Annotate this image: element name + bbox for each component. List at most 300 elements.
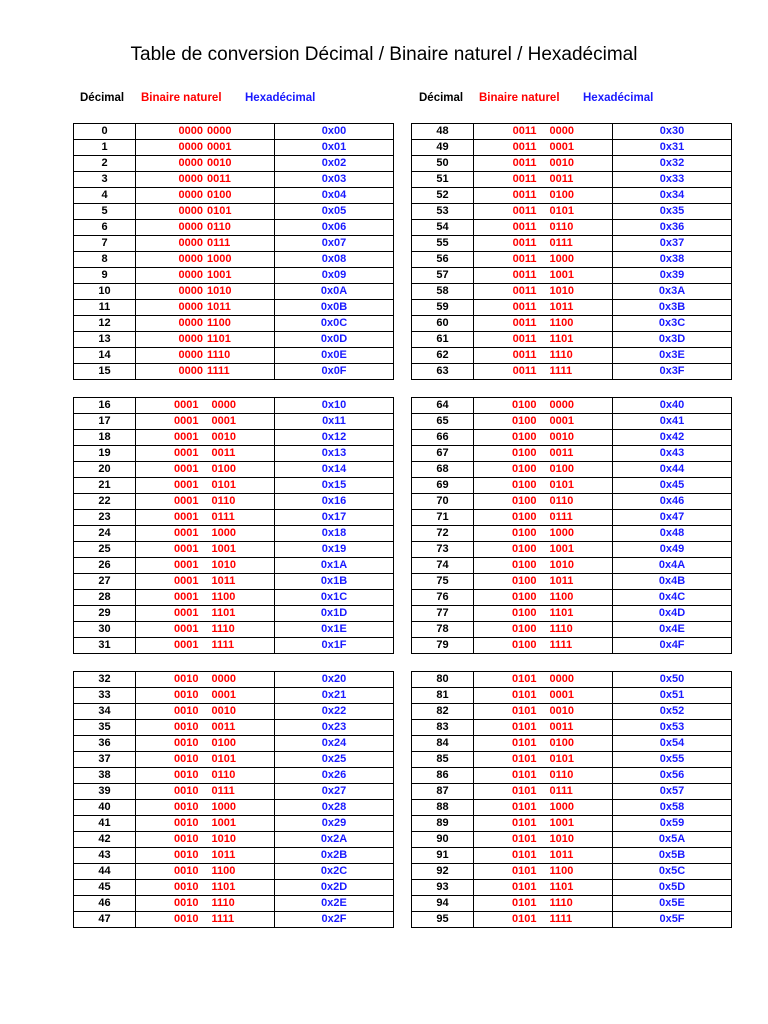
hex-cell: 0x15: [275, 478, 394, 494]
hex-cell: 0x4F: [613, 638, 732, 654]
table-row: [74, 800, 394, 816]
decimal-cell: 61: [412, 332, 474, 348]
binary-high-nibble: 0011: [512, 269, 537, 281]
binary-high-nibble: 0001: [174, 639, 199, 651]
binary-cell: [136, 462, 275, 478]
table-row: [412, 462, 732, 478]
binary-high-nibble: 0000: [178, 253, 203, 265]
binary-low-nibble: 0011: [211, 447, 236, 459]
binary-low-nibble: 1011: [549, 849, 574, 861]
hex-cell: 0x5C: [613, 864, 732, 880]
binary-low-nibble: 1100: [211, 865, 236, 877]
binary-high-nibble: 0001: [174, 559, 199, 571]
hex-cell: 0x03: [275, 172, 394, 188]
binary-low-nibble: 1101: [207, 333, 231, 345]
hex-cell: 0x13: [275, 446, 394, 462]
hex-cell: 0x35: [613, 204, 732, 220]
binary-high-nibble: 0010: [174, 849, 199, 861]
table-row: [412, 140, 732, 156]
decimal-cell: 62: [412, 348, 474, 364]
binary-low-nibble: 0111: [549, 511, 573, 523]
table-row: [74, 316, 394, 332]
hex-cell: 0x36: [613, 220, 732, 236]
hex-cell: 0x2F: [275, 912, 394, 928]
binary-high-nibble: 0011: [512, 141, 537, 153]
decimal-cell: 87: [412, 784, 474, 800]
binary-low-nibble: 0000: [549, 125, 574, 137]
binary-low-nibble: 1101: [211, 607, 236, 619]
table-row: [74, 816, 394, 832]
binary-high-nibble: 0010: [174, 753, 199, 765]
table-row: [412, 832, 732, 848]
decimal-cell: 11: [74, 300, 136, 316]
hex-cell: 0x29: [275, 816, 394, 832]
binary-cell: [474, 188, 613, 204]
binary-high-nibble: 0100: [512, 511, 537, 523]
conversion-table-left-3: [73, 671, 394, 928]
binary-low-nibble: 0100: [549, 463, 574, 475]
binary-cell: [136, 510, 275, 526]
hex-cell: 0x33: [613, 172, 732, 188]
binary-low-nibble: 0000: [207, 125, 232, 137]
decimal-cell: 46: [74, 896, 136, 912]
binary-high-nibble: 0010: [174, 801, 199, 813]
binary-high-nibble: 0010: [174, 769, 199, 781]
table-row: [74, 398, 394, 414]
binary-low-nibble: 1011: [207, 301, 231, 313]
hex-cell: 0x1B: [275, 574, 394, 590]
binary-high-nibble: 0000: [178, 205, 203, 217]
decimal-cell: 75: [412, 574, 474, 590]
binary-low-nibble: 0000: [211, 399, 236, 411]
hex-cell: 0x5B: [613, 848, 732, 864]
binary-high-nibble: 0010: [174, 817, 199, 829]
binary-cell: [474, 704, 613, 720]
binary-cell: [474, 752, 613, 768]
hex-cell: 0x2A: [275, 832, 394, 848]
binary-low-nibble: 0101: [211, 753, 236, 765]
binary-low-nibble: 1110: [549, 623, 573, 635]
table-row: [74, 284, 394, 300]
binary-high-nibble: 0011: [512, 301, 537, 313]
decimal-cell: 38: [74, 768, 136, 784]
binary-cell: [136, 864, 275, 880]
decimal-cell: 83: [412, 720, 474, 736]
binary-high-nibble: 0100: [512, 559, 537, 571]
binary-high-nibble: 0010: [174, 833, 199, 845]
page-title: Table de conversion Décimal / Binaire naturel / Hexadécimal: [130, 44, 638, 65]
binary-low-nibble: 1100: [549, 317, 574, 329]
hex-cell: 0x2B: [275, 848, 394, 864]
binary-low-nibble: 1110: [211, 623, 235, 635]
hex-cell: 0x5D: [613, 880, 732, 896]
table-row: [412, 446, 732, 462]
table-row: [74, 268, 394, 284]
table-row: [74, 478, 394, 494]
binary-cell: [474, 430, 613, 446]
hex-cell: 0x0D: [275, 332, 394, 348]
binary-high-nibble: 0011: [512, 333, 537, 345]
table-row: [412, 204, 732, 220]
decimal-cell: 93: [412, 880, 474, 896]
table-row: [412, 816, 732, 832]
binary-high-nibble: 0011: [512, 189, 537, 201]
binary-low-nibble: 0101: [207, 205, 232, 217]
hex-cell: 0x46: [613, 494, 732, 510]
binary-low-nibble: 0001: [211, 415, 236, 427]
hex-cell: 0x5A: [613, 832, 732, 848]
binary-high-nibble: 0001: [174, 591, 199, 603]
table-row: [74, 156, 394, 172]
header-hex-left: Hexadécimal: [245, 92, 316, 104]
decimal-cell: 32: [74, 672, 136, 688]
binary-high-nibble: 0011: [512, 285, 537, 297]
table-row: [74, 558, 394, 574]
table-row: [412, 638, 732, 654]
binary-high-nibble: 0100: [512, 463, 537, 475]
binary-low-nibble: 0000: [549, 399, 574, 411]
hex-cell: 0x40: [613, 398, 732, 414]
table-row: [74, 300, 394, 316]
table-row: [74, 638, 394, 654]
table-row: [412, 622, 732, 638]
hex-cell: 0x26: [275, 768, 394, 784]
hex-cell: 0x3E: [613, 348, 732, 364]
decimal-cell: 72: [412, 526, 474, 542]
decimal-cell: 36: [74, 736, 136, 752]
binary-high-nibble: 0001: [174, 479, 199, 491]
binary-high-nibble: 0101: [512, 785, 537, 797]
binary-high-nibble: 0101: [512, 833, 537, 845]
binary-high-nibble: 0001: [174, 527, 199, 539]
binary-high-nibble: 0000: [178, 157, 203, 169]
table-row: [74, 768, 394, 784]
binary-cell: [136, 606, 275, 622]
table-row: [412, 558, 732, 574]
decimal-cell: 19: [74, 446, 136, 462]
binary-cell: [474, 364, 613, 380]
hex-cell: 0x59: [613, 816, 732, 832]
table-row: [74, 736, 394, 752]
binary-cell: [136, 542, 275, 558]
binary-high-nibble: 0000: [178, 317, 203, 329]
table-row: [74, 204, 394, 220]
table-row: [412, 124, 732, 140]
table-row: [412, 912, 732, 928]
binary-cell: [136, 832, 275, 848]
binary-low-nibble: 0111: [211, 511, 235, 523]
binary-low-nibble: 0010: [549, 157, 574, 169]
hex-cell: 0x50: [613, 672, 732, 688]
table-row: [412, 574, 732, 590]
hex-cell: 0x58: [613, 800, 732, 816]
binary-cell: [474, 284, 613, 300]
binary-cell: [136, 332, 275, 348]
binary-low-nibble: 0001: [549, 689, 574, 701]
decimal-cell: 13: [74, 332, 136, 348]
binary-high-nibble: 0001: [174, 511, 199, 523]
decimal-cell: 47: [74, 912, 136, 928]
hex-cell: 0x28: [275, 800, 394, 816]
binary-high-nibble: 0101: [512, 801, 537, 813]
hex-cell: 0x51: [613, 688, 732, 704]
binary-low-nibble: 0110: [549, 769, 574, 781]
binary-cell: [474, 414, 613, 430]
binary-high-nibble: 0010: [174, 721, 199, 733]
binary-high-nibble: 0011: [512, 205, 537, 217]
binary-high-nibble: 0000: [178, 365, 203, 377]
decimal-cell: 79: [412, 638, 474, 654]
binary-high-nibble: 0101: [512, 881, 537, 893]
decimal-cell: 33: [74, 688, 136, 704]
decimal-cell: 64: [412, 398, 474, 414]
binary-low-nibble: 1010: [211, 833, 236, 845]
table-row: [412, 880, 732, 896]
binary-low-nibble: 1100: [549, 865, 574, 877]
binary-high-nibble: 0011: [512, 173, 537, 185]
decimal-cell: 94: [412, 896, 474, 912]
binary-low-nibble: 0101: [211, 479, 236, 491]
binary-low-nibble: 0110: [211, 495, 236, 507]
decimal-cell: 12: [74, 316, 136, 332]
binary-high-nibble: 0011: [512, 253, 537, 265]
binary-low-nibble: 1010: [549, 285, 574, 297]
hex-cell: 0x30: [613, 124, 732, 140]
decimal-cell: 65: [412, 414, 474, 430]
binary-cell: [474, 204, 613, 220]
conversion-table-right-1: [411, 123, 732, 380]
binary-cell: [136, 800, 275, 816]
decimal-cell: 88: [412, 800, 474, 816]
decimal-cell: 91: [412, 848, 474, 864]
hex-cell: 0x47: [613, 510, 732, 526]
decimal-cell: 28: [74, 590, 136, 606]
binary-high-nibble: 0100: [512, 447, 537, 459]
binary-low-nibble: 1111: [211, 639, 235, 651]
hex-cell: 0x53: [613, 720, 732, 736]
decimal-cell: 23: [74, 510, 136, 526]
binary-high-nibble: 0100: [512, 479, 537, 491]
table-row: [412, 316, 732, 332]
decimal-cell: 6: [74, 220, 136, 236]
table-row: [412, 398, 732, 414]
hex-cell: 0x27: [275, 784, 394, 800]
table-row: [412, 526, 732, 542]
decimal-cell: 27: [74, 574, 136, 590]
binary-low-nibble: 0010: [207, 157, 232, 169]
table-row: [74, 252, 394, 268]
hex-cell: 0x4D: [613, 606, 732, 622]
decimal-cell: 30: [74, 622, 136, 638]
binary-high-nibble: 0100: [512, 431, 537, 443]
decimal-cell: 42: [74, 832, 136, 848]
binary-cell: [136, 880, 275, 896]
binary-cell: [474, 574, 613, 590]
binary-cell: [474, 124, 613, 140]
binary-cell: [474, 332, 613, 348]
binary-cell: [474, 720, 613, 736]
hex-cell: 0x57: [613, 784, 732, 800]
decimal-cell: 60: [412, 316, 474, 332]
binary-low-nibble: 0001: [549, 415, 574, 427]
decimal-cell: 63: [412, 364, 474, 380]
binary-high-nibble: 0000: [178, 333, 203, 345]
table-row: [412, 736, 732, 752]
table-row: [74, 606, 394, 622]
binary-cell: [136, 912, 275, 928]
hex-cell: 0x19: [275, 542, 394, 558]
table-row: [74, 720, 394, 736]
binary-high-nibble: 0000: [178, 173, 203, 185]
binary-cell: [136, 558, 275, 574]
hex-cell: 0x1A: [275, 558, 394, 574]
binary-high-nibble: 0000: [178, 237, 203, 249]
binary-cell: [136, 688, 275, 704]
table-row: [74, 526, 394, 542]
table-row: [412, 188, 732, 204]
decimal-cell: 31: [74, 638, 136, 654]
table-row: [412, 542, 732, 558]
binary-high-nibble: 0101: [512, 689, 537, 701]
decimal-cell: 22: [74, 494, 136, 510]
decimal-cell: 0: [74, 124, 136, 140]
table-row: [412, 800, 732, 816]
binary-cell: [474, 816, 613, 832]
hex-cell: 0x49: [613, 542, 732, 558]
binary-high-nibble: 0011: [512, 365, 537, 377]
binary-low-nibble: 0111: [211, 785, 235, 797]
hex-cell: 0x48: [613, 526, 732, 542]
binary-cell: [474, 800, 613, 816]
decimal-cell: 26: [74, 558, 136, 574]
binary-cell: [136, 188, 275, 204]
binary-low-nibble: 1110: [549, 349, 573, 361]
hex-cell: 0x52: [613, 704, 732, 720]
binary-high-nibble: 0010: [174, 897, 199, 909]
binary-low-nibble: 1110: [549, 897, 573, 909]
hex-cell: 0x11: [275, 414, 394, 430]
binary-high-nibble: 0011: [512, 221, 537, 233]
decimal-cell: 90: [412, 832, 474, 848]
binary-high-nibble: 0101: [512, 737, 537, 749]
binary-cell: [136, 672, 275, 688]
decimal-cell: 44: [74, 864, 136, 880]
decimal-cell: 68: [412, 462, 474, 478]
binary-high-nibble: 0001: [174, 431, 199, 443]
binary-cell: [474, 140, 613, 156]
binary-low-nibble: 1010: [549, 559, 574, 571]
decimal-cell: 37: [74, 752, 136, 768]
table-row: [412, 848, 732, 864]
table-row: [74, 590, 394, 606]
binary-cell: [136, 590, 275, 606]
binary-cell: [474, 398, 613, 414]
decimal-cell: 29: [74, 606, 136, 622]
decimal-cell: 16: [74, 398, 136, 414]
header-decimal-left: Décimal: [80, 92, 125, 104]
header-binary-right: Binaire naturel: [479, 92, 560, 104]
table-row: [74, 430, 394, 446]
binary-high-nibble: 0101: [512, 753, 537, 765]
hex-cell: 0x43: [613, 446, 732, 462]
decimal-cell: 86: [412, 768, 474, 784]
binary-high-nibble: 0011: [512, 157, 537, 169]
conversion-table-left-1: [73, 123, 394, 380]
table-row: [412, 430, 732, 446]
hex-cell: 0x44: [613, 462, 732, 478]
table-row: [412, 156, 732, 172]
binary-high-nibble: 0100: [512, 607, 537, 619]
hex-cell: 0x56: [613, 768, 732, 784]
decimal-cell: 40: [74, 800, 136, 816]
hex-cell: 0x18: [275, 526, 394, 542]
binary-cell: [136, 526, 275, 542]
binary-cell: [136, 398, 275, 414]
table-row: [74, 510, 394, 526]
binary-high-nibble: 0010: [174, 881, 199, 893]
binary-cell: [136, 414, 275, 430]
binary-cell: [136, 156, 275, 172]
binary-cell: [474, 736, 613, 752]
binary-high-nibble: 0100: [512, 399, 537, 411]
binary-cell: [136, 300, 275, 316]
hex-cell: 0x54: [613, 736, 732, 752]
table-row: [412, 688, 732, 704]
binary-high-nibble: 0101: [512, 849, 537, 861]
table-row: [74, 364, 394, 380]
hex-cell: 0x12: [275, 430, 394, 446]
binary-high-nibble: 0100: [512, 495, 537, 507]
binary-cell: [474, 768, 613, 784]
binary-high-nibble: 0011: [512, 317, 537, 329]
binary-low-nibble: 0000: [211, 673, 236, 685]
binary-low-nibble: 1110: [211, 897, 235, 909]
decimal-cell: 17: [74, 414, 136, 430]
binary-low-nibble: 0110: [207, 221, 231, 233]
decimal-cell: 2: [74, 156, 136, 172]
hex-cell: 0x38: [613, 252, 732, 268]
binary-cell: [474, 156, 613, 172]
binary-cell: [474, 864, 613, 880]
hex-cell: 0x17: [275, 510, 394, 526]
binary-cell: [474, 896, 613, 912]
table-row: [412, 172, 732, 188]
binary-low-nibble: 0011: [549, 173, 574, 185]
binary-low-nibble: 1010: [211, 559, 236, 571]
binary-high-nibble: 0101: [512, 817, 537, 829]
hex-cell: 0x01: [275, 140, 394, 156]
decimal-cell: 67: [412, 446, 474, 462]
binary-low-nibble: 1000: [211, 801, 236, 813]
binary-high-nibble: 0001: [174, 463, 199, 475]
binary-low-nibble: 0010: [549, 705, 574, 717]
decimal-cell: 71: [412, 510, 474, 526]
binary-cell: [136, 736, 275, 752]
table-row: [412, 720, 732, 736]
binary-low-nibble: 0111: [207, 237, 231, 249]
table-row: [74, 332, 394, 348]
binary-cell: [474, 672, 613, 688]
table-row: [74, 832, 394, 848]
binary-cell: [136, 574, 275, 590]
table-row: [74, 124, 394, 140]
decimal-cell: 41: [74, 816, 136, 832]
binary-low-nibble: 1111: [549, 365, 573, 377]
binary-high-nibble: 0101: [512, 769, 537, 781]
decimal-cell: 9: [74, 268, 136, 284]
binary-low-nibble: 0110: [549, 495, 574, 507]
table-row: [412, 284, 732, 300]
